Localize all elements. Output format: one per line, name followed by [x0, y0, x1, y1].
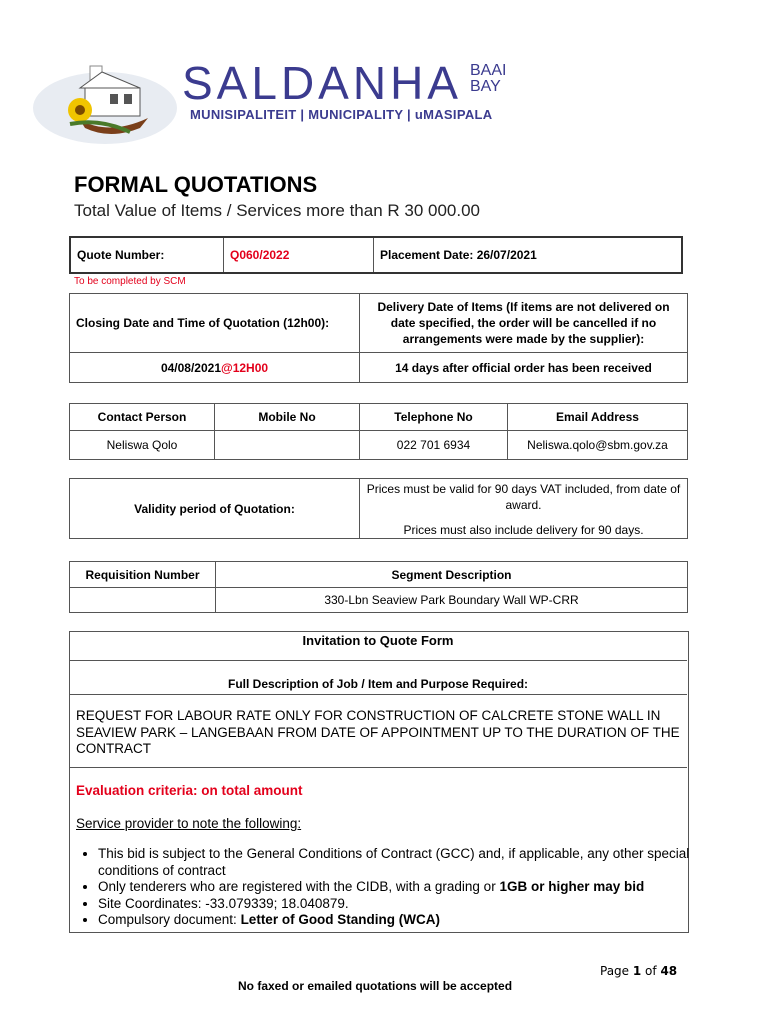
telephone-no: 022 701 6934 [360, 431, 508, 460]
closing-time-value: @12H00 [221, 360, 269, 375]
list-item-text: Site Coordinates: -33.079339; 18.040879. [98, 895, 349, 911]
validity-table [69, 478, 688, 539]
contact-header: Contact Person [70, 404, 215, 431]
page-subtitle: Total Value of Items / Services more than R 30 000.00 [74, 201, 481, 220]
quote-number-table [69, 236, 683, 274]
logo-baai-bay [470, 63, 506, 95]
requisition-table [69, 561, 688, 613]
logo-wordmark: SALDANHA [182, 57, 462, 109]
validity-label: Validity period of Quotation: [70, 479, 360, 539]
logo-emblem-icon [30, 58, 180, 146]
list-item-bold: 1GB or higher may bid [499, 879, 645, 894]
closing-delivery-table [69, 293, 688, 383]
closing-date-value: 04/08/2021 [160, 360, 221, 375]
evaluation-criteria: Evaluation criteria: on total amount [76, 783, 303, 798]
contact-header: Email Address [508, 404, 688, 431]
closing-date [70, 353, 360, 383]
contact-header: Telephone No [360, 404, 508, 431]
placement-date: Placement Date: 26/07/2021 [374, 237, 683, 273]
service-provider-note: Service provider to note the following: [76, 816, 302, 831]
list-item [98, 896, 713, 913]
logo-baai: BAAI [470, 62, 507, 79]
page-number [600, 964, 677, 978]
list-item [98, 846, 713, 879]
page-total: 48 [660, 964, 678, 978]
delivery-value: 14 days after official order has been received [360, 353, 688, 383]
requisition-number [70, 588, 216, 613]
email-address: Neliswa.qolo@sbm.gov.za [508, 431, 688, 460]
page-title: FORMAL QUOTATIONS [74, 172, 318, 197]
conditions-list [72, 846, 713, 929]
validity-text-2: Prices must also include delivery for 90 days. [403, 523, 644, 537]
mobile-no [215, 431, 360, 460]
segment-label: Segment Description [216, 562, 688, 588]
contact-header: Mobile No [215, 404, 360, 431]
validity-text-1: Prices must be valid for 90 days VAT included, from date of award. [366, 482, 681, 512]
job-description: REQUEST FOR LABOUR RATE ONLY FOR CONSTRUCTION OF CALCRETE STONE WALL IN SEAVIEW PARK – LANGEBAAN FROM DATE OF APPOINTMENT UP TO THE DURATION OF THE CONTRACT [76, 708, 680, 756]
list-item [98, 879, 713, 896]
page-prefix: Page [600, 964, 633, 978]
logo-subtitle: MUNISIPALITEIT | MUNICIPALITY | uMASIPALA [190, 107, 493, 122]
list-item [98, 912, 713, 929]
delivery-label: Delivery Date of Items (If items are not delivered on date specified, the order will be cancelled if no arrangements were made by the supplier): [360, 294, 688, 353]
page-current: 1 [632, 964, 642, 978]
segment-description: 330-Lbn Seaview Park Boundary Wall WP-CRR [216, 588, 688, 613]
page-of: of [641, 964, 661, 978]
logo-bay: BAY [470, 78, 501, 95]
contact-person: Neliswa Qolo [70, 431, 215, 460]
list-item-bold: Letter of Good Standing (WCA) [240, 912, 441, 927]
quote-number-label: Quote Number: [70, 237, 224, 273]
list-item-text: Only tenderers who are registered with the CIDB, with a grading or [98, 879, 500, 894]
contact-table [69, 403, 688, 460]
list-item-text: Compulsory document: [98, 912, 241, 927]
invitation-title: Invitation to Quote Form [302, 633, 454, 648]
footer-notice: No faxed or emailed quotations will be accepted [238, 979, 513, 993]
quote-number-value: Q060/2022 [224, 237, 374, 273]
scm-note: To be completed by SCM [74, 276, 186, 287]
requisition-label: Requisition Number [70, 562, 216, 588]
list-item-text: This bid is subject to the General Conditions of Contract (GCC) and, if applicable, any other special conditions of contract [98, 846, 690, 878]
closing-label: Closing Date and Time of Quotation (12h00): [70, 294, 360, 353]
description-label: Full Description of Job / Item and Purpose Required: [227, 677, 529, 691]
